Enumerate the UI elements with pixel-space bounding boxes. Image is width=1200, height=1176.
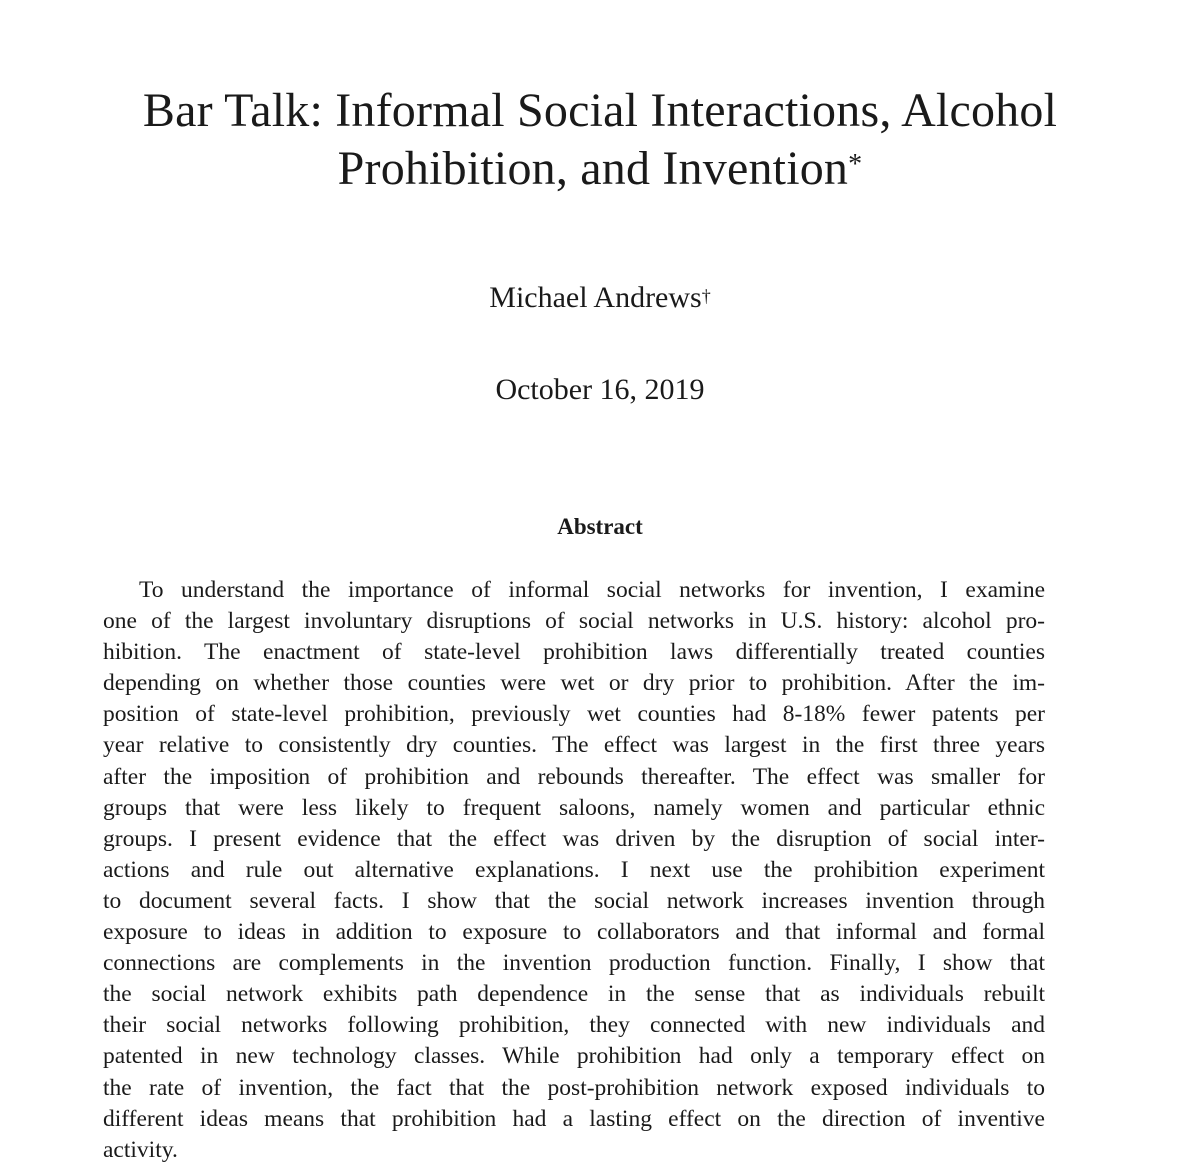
- abstract-line: one of the largest involuntary disruptions of social networks in U.S. history: alcohol pro-: [103, 608, 1045, 635]
- abstract-line: their social networks following prohibition, they connected with new individuals and: [103, 1012, 1045, 1039]
- title-footnote-mark: *: [848, 149, 863, 180]
- title-line-2-text: Prohibition, and Invention: [337, 142, 849, 195]
- abstract-line: groups that were less likely to frequent saloons, namely women and particular ethnic: [103, 794, 1045, 821]
- paper-title: [60, 82, 1140, 198]
- abstract-line: the social network exhibits path dependence in the sense that as individuals rebuilt: [103, 981, 1045, 1008]
- abstract-body: [103, 575, 1045, 1166]
- abstract-line: after the imposition of prohibition and rebounds thereafter. The effect was smaller for: [103, 763, 1045, 790]
- abstract-line: To understand the importance of informal social networks for invention, I examine: [139, 577, 1045, 603]
- abstract-heading: Abstract: [557, 514, 643, 539]
- abstract-line: hibition. The enactment of state-level prohibition laws differentially treated counties: [103, 639, 1045, 666]
- abstract-line: actions and rule out alternative explanations. I next use the prohibition experiment: [103, 856, 1045, 883]
- abstract-line: different ideas means that prohibition had a lasting effect on the direction of inventive: [103, 1105, 1045, 1132]
- title-line-1: Bar Talk: Informal Social Interactions, Alcohol: [142, 84, 1058, 137]
- abstract-line: the rate of invention, the fact that the post-prohibition network exposed individuals to: [103, 1074, 1045, 1101]
- abstract-line: groups. I present evidence that the effect was driven by the disruption of social inter-: [103, 825, 1045, 852]
- abstract-line: exposure to ideas in addition to exposure to collaborators and that informal and formal: [103, 919, 1045, 946]
- abstract-line: activity.: [103, 1136, 178, 1163]
- author-footnote-mark: †: [701, 286, 711, 306]
- abstract-line: year relative to consistently dry counties. The effect was largest in the first three years: [103, 732, 1045, 759]
- author-line: [0, 278, 1200, 318]
- abstract-line: to document several facts. I show that the social network increases invention through: [103, 887, 1045, 914]
- title-line-2: [60, 140, 1140, 198]
- abstract-line: patented in new technology classes. While prohibition had only a temporary effect on: [103, 1043, 1045, 1070]
- abstract-line: depending on whether those counties were wet or dry prior to prohibition. After the im-: [103, 670, 1045, 697]
- paper-date: October 16, 2019: [495, 373, 705, 406]
- abstract-line: position of state-level prohibition, previously wet counties had 8-18% fewer patents per: [103, 701, 1045, 728]
- author-name: Michael Andrews: [489, 281, 702, 314]
- abstract-line: connections are complements in the invention production function. Finally, I show that: [103, 950, 1045, 977]
